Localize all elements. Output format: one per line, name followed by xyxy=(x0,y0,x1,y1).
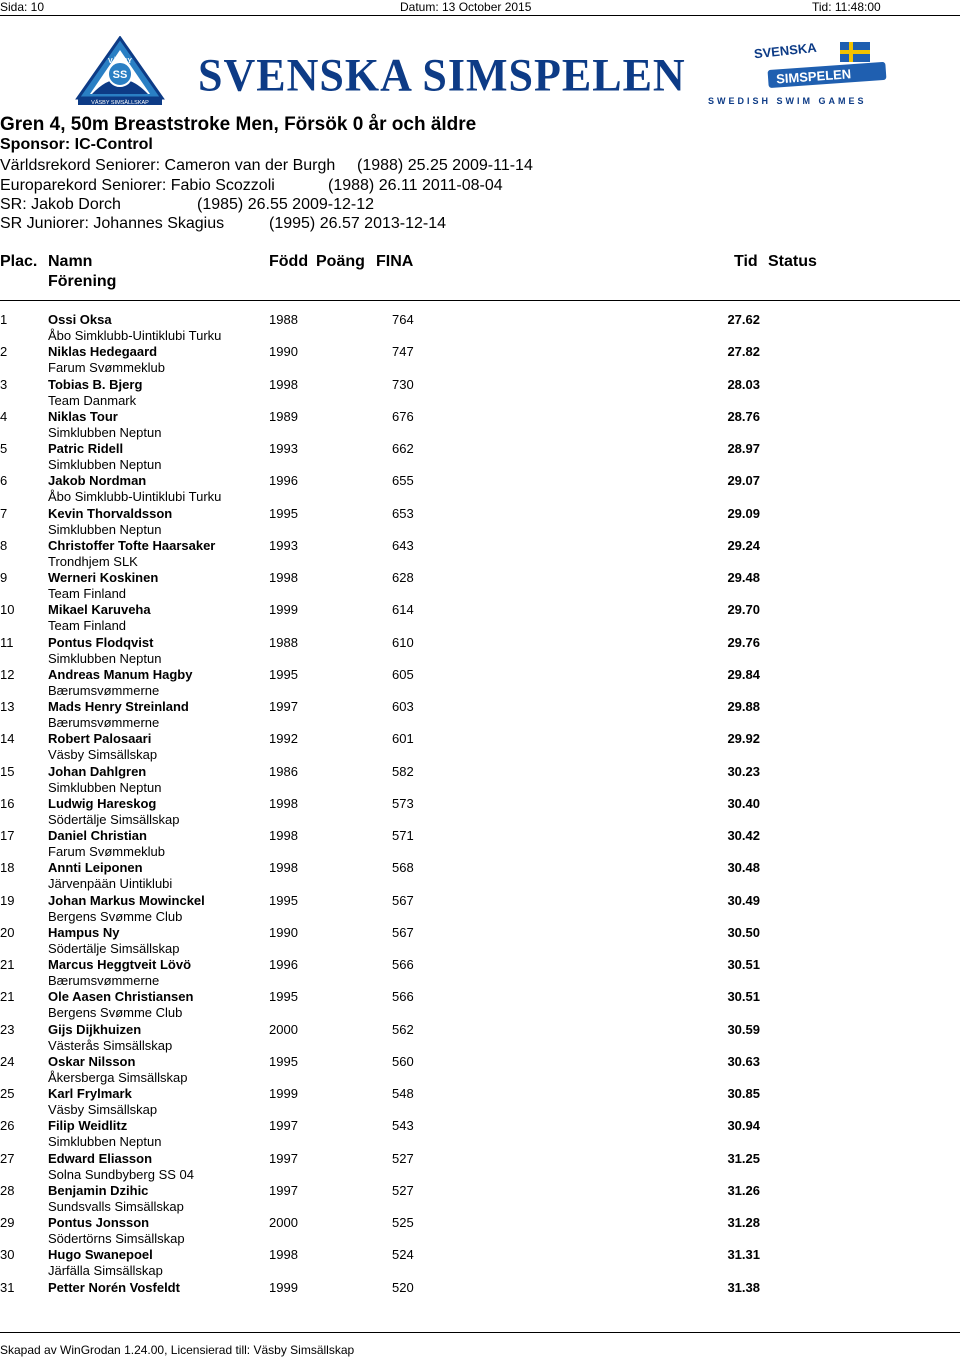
birth-year: 1990 xyxy=(269,344,298,360)
page-number: Sida: 10 xyxy=(0,0,45,14)
swimmer-name: Mads Henry Streinland xyxy=(48,699,189,714)
result-place: 16 xyxy=(0,795,15,811)
birth-year: 1999 xyxy=(269,1086,298,1101)
result-place: 11 xyxy=(0,634,14,650)
fina-points: 562 xyxy=(392,1021,414,1037)
result-place: 10 xyxy=(0,602,15,618)
result-time: 30.51 xyxy=(727,989,760,1005)
result-place: 13 xyxy=(0,699,15,714)
swimmer-name: Ossi Oksa xyxy=(48,312,112,327)
logo-left-bottom-text: VÄSBY SIMSÄLLSKAP xyxy=(91,100,149,106)
swimmer-name: Marcus Heggtveit Lövö xyxy=(48,957,192,972)
result-time: 30.94 xyxy=(727,1118,760,1134)
club-name: Simklubben Neptun xyxy=(48,521,162,537)
fina-points: 764 xyxy=(392,312,414,327)
swimmer-name: Annti Leiponen xyxy=(48,860,143,876)
fina-points: 524 xyxy=(392,1247,414,1263)
event-sponsor: Sponsor: IC-Control xyxy=(0,136,153,153)
result-time: 30.59 xyxy=(727,1021,760,1037)
result-time: 30.49 xyxy=(727,892,760,908)
fina-points: 614 xyxy=(392,602,414,618)
birth-year: 1993 xyxy=(269,441,298,456)
result-place: 2 xyxy=(0,344,8,360)
birth-year: 1998 xyxy=(269,795,298,811)
club-name: Team Finland xyxy=(48,586,127,601)
birth-year: 1998 xyxy=(269,570,298,585)
birth-year: 1997 xyxy=(269,1118,298,1134)
club-name: Simklubben Neptun xyxy=(48,779,162,795)
table-row xyxy=(0,1086,960,1118)
swimmer-name: Ludwig Hareskog xyxy=(48,795,157,811)
result-time: 30.50 xyxy=(727,924,760,940)
birth-year: 1992 xyxy=(269,731,298,747)
result-place: 15 xyxy=(0,763,15,779)
result-time: 30.51 xyxy=(727,957,760,972)
club-name: Södertälje Simsällskap xyxy=(48,940,180,956)
fina-points: 567 xyxy=(392,924,414,940)
club-name: Bergens Svømme Club xyxy=(48,908,183,924)
club-name: Södertälje Simsällskap xyxy=(48,811,180,827)
result-time: 27.82 xyxy=(727,344,760,360)
birth-year: 1995 xyxy=(269,1053,298,1069)
swimmer-name: Johan Dahlgren xyxy=(48,763,147,779)
table-row xyxy=(0,925,960,957)
birth-year: 2000 xyxy=(269,1021,298,1037)
logo-left-mid-text: SS xyxy=(112,69,128,81)
record-value: (1988) 25.25 2009-11-14 xyxy=(357,157,533,174)
club-name: Trondhjem SLK xyxy=(48,553,138,569)
swimmer-name: Edward Eliasson xyxy=(48,1150,153,1166)
record-value: (1995) 26.57 2013-12-14 xyxy=(269,215,447,232)
table-row xyxy=(0,1022,960,1054)
table-header-divider xyxy=(0,300,960,301)
birth-year: 1998 xyxy=(269,376,298,392)
result-time: 31.28 xyxy=(727,1215,760,1230)
fina-points: 520 xyxy=(392,1279,414,1295)
result-place: 19 xyxy=(0,892,15,908)
fina-points: 605 xyxy=(392,666,414,682)
swimmer-name: Niklas Tour xyxy=(48,408,118,424)
swimmer-name: Pontus Jonsson xyxy=(48,1215,150,1230)
fina-points: 543 xyxy=(392,1118,414,1134)
column-header-points: Poäng xyxy=(316,253,365,270)
result-time: 31.38 xyxy=(727,1279,760,1295)
fina-points: 566 xyxy=(392,989,414,1005)
logo-right-top-text: SVENSKA xyxy=(753,39,818,62)
birth-year: 1990 xyxy=(269,924,298,940)
swimmer-name: Christoffer Tofte Haarsaker xyxy=(48,537,216,553)
print-time: Tid: 11:48:00 xyxy=(812,0,881,14)
birth-year: 1989 xyxy=(269,408,298,424)
table-row xyxy=(0,377,960,409)
club-name: Väsby Simsällskap xyxy=(48,747,158,763)
swimmer-name: Andreas Manum Hagby xyxy=(48,666,193,682)
table-row xyxy=(0,893,960,925)
logo-left-top-text: VÄSBY xyxy=(107,58,133,65)
birth-year: 1995 xyxy=(269,892,298,908)
table-row xyxy=(0,506,960,538)
swimmer-name: Jakob Nordman xyxy=(48,473,147,489)
result-time: 28.76 xyxy=(727,408,760,424)
result-time: 31.26 xyxy=(727,1182,760,1198)
result-time: 29.84 xyxy=(727,666,760,682)
club-name: Team Danmark xyxy=(48,392,137,408)
swimmer-name: Johan Markus Mowinckel xyxy=(48,892,205,908)
club-name: Farum Svømmeklub xyxy=(48,360,166,376)
table-row xyxy=(0,1215,960,1247)
result-time: 28.97 xyxy=(727,441,760,456)
result-place: 5 xyxy=(0,441,8,456)
fina-points: 730 xyxy=(392,376,414,392)
column-header-fina: FINA xyxy=(376,253,414,270)
birth-year: 1997 xyxy=(269,1182,298,1198)
club-name: Järvenpään Uintiklubi xyxy=(48,876,173,892)
fina-points: 582 xyxy=(392,763,414,779)
fina-points: 560 xyxy=(392,1053,414,1069)
club-name: Åbo Simklubb-Uintiklubi Turku xyxy=(48,489,222,505)
birth-year: 1997 xyxy=(269,1150,298,1166)
result-time: 30.23 xyxy=(727,763,760,779)
result-time: 29.24 xyxy=(727,537,760,553)
birth-year: 1998 xyxy=(269,1247,298,1263)
table-row xyxy=(0,602,960,634)
logo-right-mid-text: SIMSPELEN xyxy=(775,66,852,87)
swimmer-name: Karl Frylmark xyxy=(48,1086,132,1101)
footer-text: Skapad av WinGrodan 1.24.00, Licensierad till: Väsby Simsällskap xyxy=(0,1343,355,1357)
print-date: Datum: 13 October 2015 xyxy=(400,0,532,14)
column-header-name: Namn xyxy=(48,253,93,270)
result-place: 29 xyxy=(0,1215,15,1230)
fina-points: 610 xyxy=(392,634,414,650)
swimmer-name: Werneri Koskinen xyxy=(48,570,159,585)
record-label: Europarekord Seniorer: Fabio Scozzoli xyxy=(0,177,275,194)
fina-points: 643 xyxy=(392,537,414,553)
birth-year: 2000 xyxy=(269,1215,298,1230)
result-place: 28 xyxy=(0,1182,15,1198)
swimmer-name: Kevin Thorvaldsson xyxy=(48,505,173,521)
table-row xyxy=(0,473,960,505)
table-row xyxy=(0,344,960,376)
swimmer-name: Benjamin Dzihic xyxy=(48,1182,149,1198)
table-row xyxy=(0,1118,960,1150)
table-row xyxy=(0,1151,960,1183)
result-place: 25 xyxy=(0,1086,15,1101)
birth-year: 1988 xyxy=(269,634,298,650)
swimmer-name: Robert Palosaari xyxy=(48,731,152,747)
result-place: 20 xyxy=(0,924,15,940)
club-name: Solna Sundbyberg SS 04 xyxy=(48,1166,194,1182)
fina-points: 747 xyxy=(392,344,414,360)
fina-points: 566 xyxy=(392,957,414,972)
column-header-club: Förening xyxy=(48,273,117,290)
birth-year: 1988 xyxy=(269,312,298,327)
swimmer-name: Hugo Swanepoel xyxy=(48,1247,153,1263)
table-row xyxy=(0,667,960,699)
club-name: Sundsvalls Simsällskap xyxy=(48,1198,184,1214)
column-header-place: Plac. xyxy=(0,253,38,270)
swimmer-name: Ole Aasen Christiansen xyxy=(48,989,194,1005)
result-place: 4 xyxy=(0,408,8,424)
birth-year: 1995 xyxy=(269,505,298,521)
club-name: Simklubben Neptun xyxy=(48,650,162,666)
result-time: 31.31 xyxy=(727,1247,760,1263)
result-place: 6 xyxy=(0,473,8,489)
result-time: 29.48 xyxy=(727,570,760,585)
birth-year: 1995 xyxy=(269,666,298,682)
birth-year: 1996 xyxy=(269,473,298,489)
record-value: (1988) 26.11 2011-08-04 xyxy=(328,177,503,194)
result-time: 27.62 xyxy=(727,312,760,327)
table-row xyxy=(0,989,960,1021)
result-time: 30.85 xyxy=(727,1086,760,1101)
result-time: 30.40 xyxy=(727,795,760,811)
banner-title: SVENSKA SIMSPELEN xyxy=(198,49,686,102)
record-label: SR Juniorer: Johannes Skagius xyxy=(0,215,225,232)
fina-points: 568 xyxy=(392,860,414,876)
birth-year: 1997 xyxy=(269,699,298,714)
club-name: Bærumsvømmerne xyxy=(48,715,160,730)
table-row xyxy=(0,635,960,667)
result-place: 30 xyxy=(0,1247,15,1263)
swimmer-name: Gijs Dijkhuizen xyxy=(48,1021,142,1037)
column-header-born: Född xyxy=(269,253,309,270)
result-place: 26 xyxy=(0,1118,15,1134)
swimmer-name: Petter Norén Vosfeldt xyxy=(48,1279,180,1295)
swimmer-name: Mikael Karuveha xyxy=(48,602,151,618)
result-place: 1 xyxy=(0,312,8,327)
fina-points: 571 xyxy=(392,828,414,843)
record-value: (1985) 26.55 2009-12-12 xyxy=(197,196,375,213)
club-name: Södertörns Simsällskap xyxy=(48,1231,185,1246)
result-place: 18 xyxy=(0,860,15,876)
result-place: 21 xyxy=(0,957,15,972)
swimmer-name: Niklas Hedegaard xyxy=(48,344,158,360)
result-place: 7 xyxy=(0,505,8,521)
birth-year: 1996 xyxy=(269,957,298,972)
result-time: 29.09 xyxy=(727,505,760,521)
fina-points: 573 xyxy=(392,795,414,811)
result-place: 21 xyxy=(0,989,15,1005)
swimmer-name: Pontus Flodqvist xyxy=(48,634,154,650)
result-place: 12 xyxy=(0,666,15,682)
fina-points: 676 xyxy=(392,408,414,424)
fina-points: 653 xyxy=(392,505,414,521)
birth-year: 1999 xyxy=(269,1279,298,1295)
swimmer-name: Hampus Ny xyxy=(48,924,120,940)
result-time: 29.70 xyxy=(727,602,760,618)
birth-year: 1998 xyxy=(269,860,298,876)
fina-points: 548 xyxy=(392,1086,414,1101)
fina-points: 527 xyxy=(392,1150,414,1166)
swimmer-name: Daniel Christian xyxy=(48,828,147,843)
table-row xyxy=(0,764,960,796)
svenska-simspelen-logo xyxy=(706,38,888,110)
result-time: 31.25 xyxy=(727,1150,760,1166)
swimmer-name: Oskar Nilsson xyxy=(48,1053,136,1069)
fina-points: 525 xyxy=(392,1215,414,1230)
event-title: Gren 4, 50m Breaststroke Men, Försök 0 år och äldre xyxy=(0,114,477,135)
table-row xyxy=(0,1280,960,1312)
result-time: 30.48 xyxy=(727,860,760,876)
club-name: Åkersberga Simsällskap xyxy=(48,1069,188,1085)
table-row xyxy=(0,731,960,763)
header-divider xyxy=(0,15,960,16)
table-row xyxy=(0,828,960,860)
result-time: 29.76 xyxy=(727,634,760,650)
result-place: 3 xyxy=(0,376,8,392)
birth-year: 1998 xyxy=(269,828,298,843)
table-row xyxy=(0,796,960,828)
club-name: Bærumsvømmerne xyxy=(48,682,160,698)
fina-points: 601 xyxy=(392,731,414,747)
fina-points: 567 xyxy=(392,892,414,908)
page-header xyxy=(0,0,960,14)
fina-points: 628 xyxy=(392,570,414,585)
club-name: Bergens Svømme Club xyxy=(48,1005,183,1021)
table-row xyxy=(0,957,960,989)
result-place: 9 xyxy=(0,570,8,585)
club-name: Järfälla Simsällskap xyxy=(48,1263,163,1279)
club-name: Simklubben Neptun xyxy=(48,424,162,440)
birth-year: 1993 xyxy=(269,537,298,553)
table-row xyxy=(0,312,960,344)
column-header-time: Tid xyxy=(734,253,758,270)
result-place: 31 xyxy=(0,1279,15,1295)
club-name: Simklubben Neptun xyxy=(48,457,162,472)
result-place: 17 xyxy=(0,828,15,843)
birth-year: 1999 xyxy=(269,602,298,618)
birth-year: 1986 xyxy=(269,763,298,779)
club-name: Team Finland xyxy=(48,618,127,634)
result-time: 29.92 xyxy=(727,731,760,747)
result-time: 30.42 xyxy=(727,828,760,843)
club-name: Västerås Simsällskap xyxy=(48,1037,173,1053)
result-time: 29.07 xyxy=(727,473,760,489)
swimmer-name: Tobias B. Bjerg xyxy=(48,376,143,392)
result-time: 30.63 xyxy=(727,1053,760,1069)
table-row xyxy=(0,538,960,570)
club-name: Bærumsvømmerne xyxy=(48,973,160,988)
result-time: 29.88 xyxy=(727,699,760,714)
club-name: Väsby Simsällskap xyxy=(48,1102,158,1117)
vasby-ss-logo xyxy=(74,36,166,106)
table-row xyxy=(0,1183,960,1215)
birth-year: 1995 xyxy=(269,989,298,1005)
table-row xyxy=(0,570,960,602)
swimmer-name: Filip Weidlitz xyxy=(48,1118,128,1134)
result-place: 8 xyxy=(0,537,8,553)
column-header-status: Status xyxy=(768,253,817,270)
result-place: 24 xyxy=(0,1053,15,1069)
club-name: Farum Svømmeklub xyxy=(48,844,166,859)
fina-points: 655 xyxy=(392,473,414,489)
record-label: Världsrekord Seniorer: Cameron van der Burgh xyxy=(0,157,336,174)
record-label: SR: Jakob Dorch xyxy=(0,196,121,213)
table-row xyxy=(0,441,960,473)
club-name: Åbo Simklubb-Uintiklubi Turku xyxy=(48,328,222,343)
result-time: 28.03 xyxy=(727,376,760,392)
footer-divider xyxy=(0,1332,960,1333)
club-name: Simklubben Neptun xyxy=(48,1134,162,1150)
result-place: 27 xyxy=(0,1150,15,1166)
result-place: 14 xyxy=(0,731,15,747)
table-row xyxy=(0,1247,960,1279)
table-row xyxy=(0,860,960,892)
table-row xyxy=(0,699,960,731)
table-row xyxy=(0,409,960,441)
logo-right-bottom-text: SWEDISH SWIM GAMES xyxy=(708,96,867,106)
swimmer-name: Patric Ridell xyxy=(48,441,124,456)
fina-points: 603 xyxy=(392,699,414,714)
result-place: 23 xyxy=(0,1021,15,1037)
fina-points: 662 xyxy=(392,441,414,456)
fina-points: 527 xyxy=(392,1182,414,1198)
table-row xyxy=(0,1054,960,1086)
